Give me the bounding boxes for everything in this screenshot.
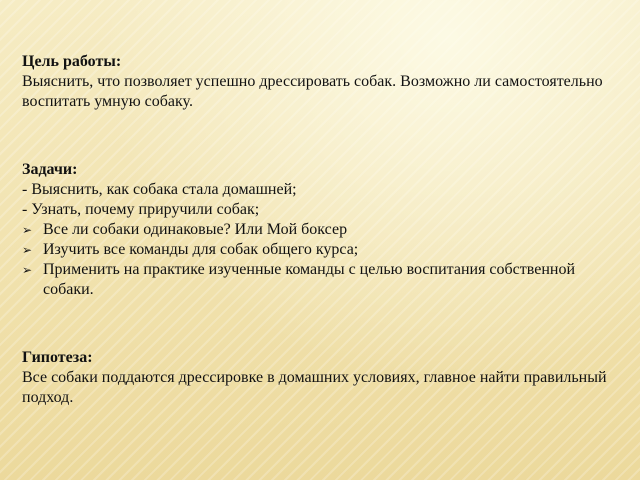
task-bullet-item: [22, 220, 618, 240]
task-dash-item: - Выяснить, как собака стала домашней;: [22, 181, 297, 198]
task-bullet-item: [22, 260, 618, 300]
tasks-heading: Задачи:: [22, 161, 78, 178]
task-bullet-list: [22, 220, 618, 300]
hypothesis-section: [22, 348, 618, 408]
hypothesis-text: Все собаки поддаются дрессировке в домашних условиях, главное найти правильный подход.: [22, 369, 607, 406]
task-bullet-text: Применить на практике изученные команды с целью воспитания собственной собаки.: [43, 261, 576, 298]
task-dash-item: - Узнать, почему приручили собак;: [22, 201, 260, 218]
hypothesis-heading: Гипотеза:: [22, 349, 93, 366]
tasks-section: [22, 160, 618, 300]
task-bullet-item: [22, 240, 618, 260]
task-bullet-text: Все ли собаки одинаковые? Или Мой боксер: [43, 221, 348, 238]
goal-text: Выяснить, что позволяет успешно дрессировать собак. Возможно ли самостоятельно воспитать умную собаку.: [22, 73, 603, 110]
task-bullet-text: Изучить все команды для собак общего курса;: [43, 241, 359, 258]
goal-section: [22, 52, 618, 112]
arrow-bullet-icon: ➢: [22, 263, 33, 277]
arrow-bullet-icon: ➢: [22, 223, 33, 237]
arrow-bullet-icon: ➢: [22, 243, 33, 257]
goal-heading: Цель работы:: [22, 53, 122, 70]
